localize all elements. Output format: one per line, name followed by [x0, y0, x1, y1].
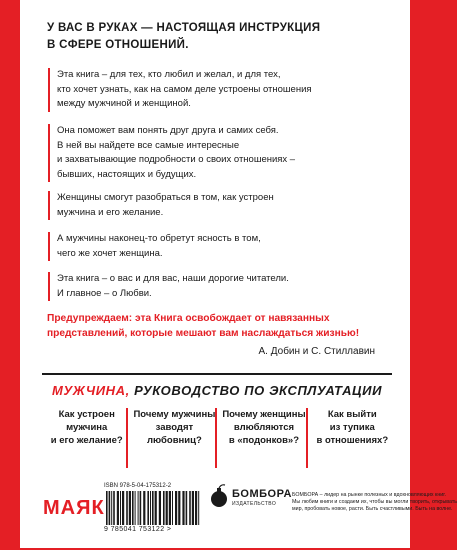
barcode-bar — [129, 491, 131, 525]
question-line: Почему мужчины — [133, 409, 216, 420]
warning-line-1: Предупреждаем: эта Книга освобождает от навязанных — [47, 313, 330, 324]
question-line: в «подонков»? — [228, 435, 300, 446]
question-line: влюбляются — [233, 422, 295, 433]
barcode-bar — [192, 491, 194, 525]
bomb-icon — [210, 483, 228, 509]
question-3 — [215, 408, 305, 468]
barcode-bar — [138, 491, 139, 525]
question-4 — [306, 408, 392, 468]
publisher-sub: ИЗДАТЕЛЬСТВО — [232, 501, 277, 507]
publisher-text-line: БОМБОРА – лидер на рынке полезных и вдохновляющих книг. — [292, 492, 447, 498]
text-block-4 — [48, 232, 387, 261]
barcode-bar — [143, 491, 145, 525]
barcode-bar — [198, 491, 199, 525]
text-block-3 — [48, 191, 387, 220]
question-line: в отношениях? — [316, 435, 389, 446]
barcode-bar — [147, 491, 149, 525]
barcode-bar — [155, 491, 157, 525]
publisher-name: БОМБОРА — [232, 488, 292, 500]
question-line: из тупика — [329, 422, 375, 433]
question-line: Как выйти — [327, 409, 377, 420]
warning-text — [47, 311, 392, 341]
text-block-1 — [48, 68, 387, 112]
text-line: Эта книга – для тех, кто любил и желал, и для тех, — [57, 69, 281, 80]
barcode — [104, 483, 204, 543]
divider — [42, 373, 392, 375]
text-line: И главное – о Любви. — [57, 287, 152, 299]
question-1 — [42, 408, 126, 468]
barcode-bar — [166, 491, 168, 525]
series-title-accent: МУЖЧИНА, — [51, 383, 130, 398]
series-title-rest: РУКОВОДСТВО ПО ЭКСПЛУАТАЦИИ — [129, 383, 383, 398]
question-line: мужчина — [66, 422, 108, 433]
text-block-2 — [48, 124, 387, 182]
series-title — [42, 383, 392, 398]
text-line: между мужчиной и женщиной. — [57, 98, 191, 109]
warning-line-2: представлений, которые мешают вам наслаждаться жизнью! — [47, 328, 360, 339]
heading-line-2: В СФЕРЕ ОТНОШЕНИЙ. — [47, 39, 189, 51]
barcode-bar — [152, 491, 154, 525]
barcode-bar — [163, 491, 165, 525]
authors: А. Добин и С. Стиллавин — [258, 346, 375, 357]
heading-line-1: У ВАС В РУКАХ — НАСТОЯЩАЯ ИНСТРУКЦИЯ — [47, 22, 321, 34]
question-line: Как устроен — [58, 409, 115, 420]
text-line: Она поможет вам понять друг друга и самих себя. — [57, 125, 279, 136]
question-line: заводят — [155, 422, 194, 433]
publisher-text-line: мир, пробовать новое, расти. Быть счастливыми. Быть на волне. — [292, 506, 453, 512]
text-line: чего же хочет женщина. — [57, 247, 163, 259]
text-line: бывших, настоящих и будущих. — [57, 168, 197, 180]
question-2 — [126, 408, 215, 468]
barcode-bar — [189, 491, 191, 525]
text-line: Женщины смогут разобраться в том, как устроен — [57, 192, 274, 203]
barcode-bar — [169, 491, 171, 525]
barcode-bar — [106, 491, 108, 525]
barcode-bar — [120, 491, 121, 525]
barcode-bar — [195, 491, 197, 525]
barcode-bar — [182, 491, 184, 525]
barcode-bar — [178, 491, 180, 525]
back-cover — [20, 0, 457, 548]
barcode-bar — [122, 491, 124, 525]
text-line: В ней вы найдете все самые интересные — [57, 139, 240, 151]
text-line: мужчина и его желание. — [57, 206, 164, 218]
barcode-bar — [175, 491, 177, 525]
barcode-bar — [159, 491, 161, 525]
barcode-bar — [111, 491, 112, 525]
barcode-bar — [113, 491, 115, 525]
question-line: любовниц? — [147, 435, 202, 446]
text-block-5 — [48, 272, 387, 301]
text-line: Эта книга – о вас и для вас, наши дорогие читатели. — [57, 273, 289, 284]
text-line: и захватывающие подробности о своих отношениях – — [57, 154, 296, 165]
barcode-bar — [150, 491, 151, 525]
mayak-logo: МАЯК — [43, 497, 105, 519]
barcode-bar — [117, 491, 119, 525]
barcode-bar — [132, 491, 134, 525]
barcode-bar — [172, 491, 173, 525]
text-line: кто хочет узнать, как на самом деле устроены отношения — [57, 83, 312, 95]
questions-row — [42, 408, 392, 468]
isbn-label: ISBN 978-5-04-175312-2 — [104, 483, 172, 489]
question-line: и его желание? — [50, 435, 123, 446]
barcode-bar — [126, 491, 128, 525]
publisher-text-line: Мы любим книги и создаем их, чтобы вы могли творить, открывать — [292, 499, 457, 505]
barcode-bar — [140, 491, 142, 525]
question-line: Почему женщины — [222, 409, 306, 420]
barcode-bars — [104, 491, 202, 525]
barcode-bar — [109, 491, 111, 525]
barcode-digits: 9 785041 753122 > — [104, 526, 172, 533]
barcode-bar — [135, 491, 136, 525]
text-line: А мужчины наконец-то обретут ясность в том, — [57, 233, 261, 244]
barcode-bar — [186, 491, 188, 525]
cover-heading — [47, 20, 387, 54]
publisher-description — [292, 492, 457, 513]
